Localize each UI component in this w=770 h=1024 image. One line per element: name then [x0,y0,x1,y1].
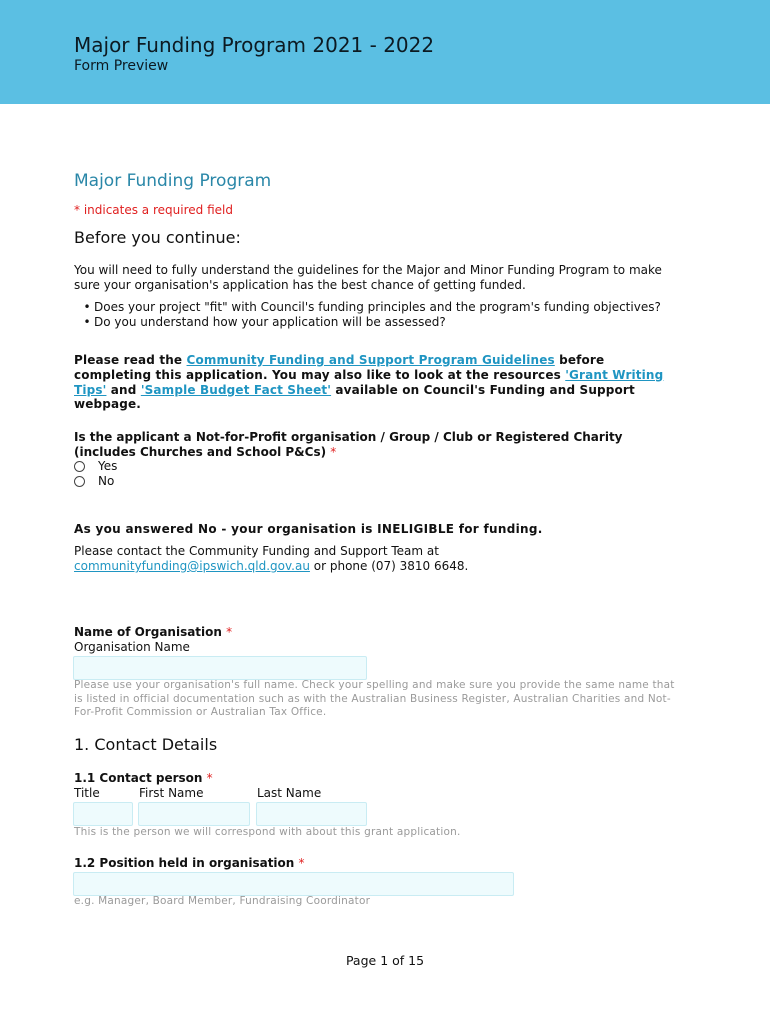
header-title: Major Funding Program 2021 - 2022 [74,33,435,57]
last-name-input[interactable] [256,802,367,826]
list-item [80,300,680,315]
contact-text: or phone (07) 3810 6648. [309,559,469,573]
organisation-label [74,625,232,639]
bullet-icon: • [83,314,91,329]
organisation-name-input[interactable] [73,656,367,680]
radio-option-no[interactable] [74,474,117,489]
required-star: * [330,444,337,459]
question-text: Is the applicant a Not-for-Profit organisation / Group / Club or Registered Charity (includes Churches and School P&Cs) [74,430,623,459]
required-star: * [226,625,233,639]
label-text: 1.1 Contact person [74,771,203,785]
bullet-icon: • [83,300,91,314]
before-heading: Before you continue: [74,228,241,247]
required-note: * indicates a required field [74,203,233,217]
organisation-help: Please use your organisation's full name. Check your spelling and make sure you provide the same name that is listed in official documentation such as with the Australian Business Register, Australian Charities and Not-For-Profit Commission or Australian Tax Office. [74,679,675,718]
first-name-label: First Name [139,786,204,800]
contact-text: Please contact the Community Funding and Support Team at [74,544,439,558]
guide-text: and [106,382,141,397]
contact-message [74,544,634,574]
ineligible-message: As you answered No - your organisation is INELIGIBLE for funding. [74,522,543,536]
last-name-label: Last Name [257,786,322,800]
title-label: Title [74,786,100,800]
page-number: Page 1 of 15 [345,953,425,968]
required-star: * [206,771,213,785]
guide-text: before completing this application. You may also like to look at the resources [74,353,605,382]
page-header [0,0,770,104]
contact-details-heading: 1. Contact Details [74,735,218,754]
form-title: Major Funding Program [74,171,272,191]
organisation-sublabel: Organisation Name [74,640,190,654]
radio-button[interactable] [74,461,85,472]
list-item [80,315,680,330]
radio-button[interactable] [74,476,85,487]
first-name-input[interactable] [138,802,250,826]
eligibility-question [74,430,684,459]
eligibility-options [74,459,117,489]
grant-writing-tips-link[interactable]: 'Grant Writing Tips' [74,367,664,397]
header-subtitle: Form Preview [74,58,169,74]
guidelines-paragraph [74,353,674,412]
bullet-text: Do you understand how your application will be assessed? [94,314,446,329]
bullet-text: Does your project "fit" with Council's funding principles and the program's funding objectives? [94,300,661,314]
guide-text: Please read the [74,353,187,367]
required-star: * [298,856,305,870]
radio-label: Yes [98,459,118,473]
before-bullets [80,300,680,329]
position-input[interactable] [73,872,514,896]
title-input[interactable] [73,802,133,826]
email-link[interactable]: communityfunding@ipswich.qld.gov.au [74,559,310,573]
guidelines-link[interactable]: Community Funding and Support Program Guidelines [186,353,555,367]
sample-budget-link[interactable]: 'Sample Budget Fact Sheet' [140,382,332,397]
contact-person-label [74,771,213,785]
contact-person-help: This is the person we will correspond with about this grant application. [74,826,461,838]
position-label [74,856,305,870]
guide-text: available on Council's Funding and Support webpage. [74,382,635,412]
before-intro: You will need to fully understand the guidelines for the Major and Minor Funding Program to make sure your organisation's application has the best chance of getting funded. [74,263,662,292]
position-help: e.g. Manager, Board Member, Fundraising Coordinator [74,895,371,907]
radio-label: No [98,474,115,488]
label-text: 1.2 Position held in organisation [74,856,295,870]
radio-option-yes[interactable] [74,459,117,474]
label-text: Name of Organisation [74,625,222,639]
